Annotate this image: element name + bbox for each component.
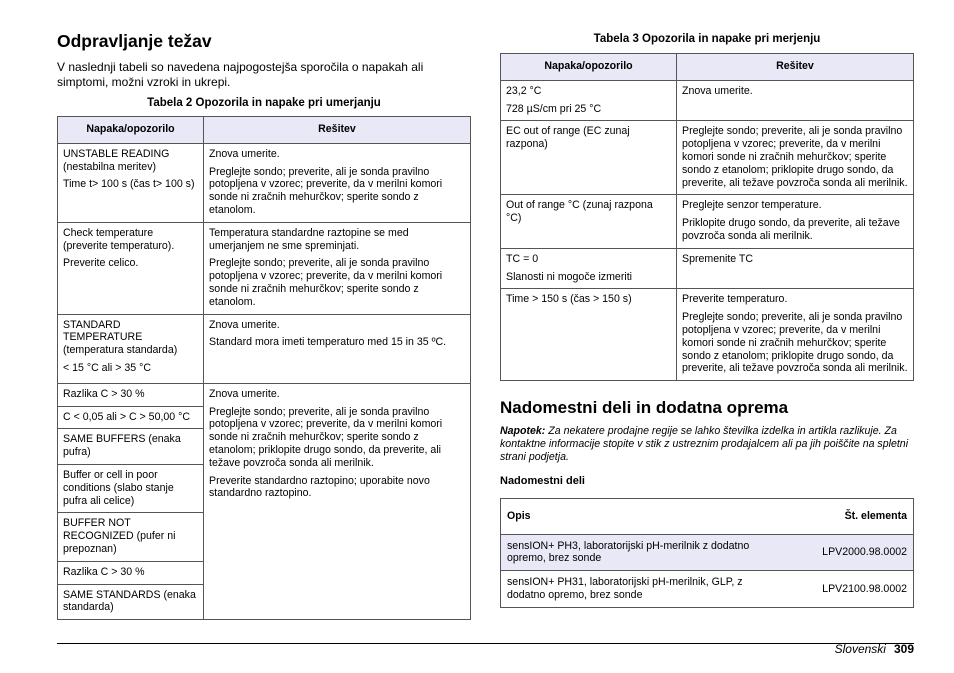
page-number: 309 <box>893 642 914 656</box>
measurement-errors-table <box>500 53 914 381</box>
solution-cell <box>677 289 914 381</box>
solution-cell <box>204 383 471 619</box>
error-cell <box>501 248 677 289</box>
col-header-error: Napaka/opozorilo <box>501 54 677 81</box>
table-header-row <box>58 117 471 144</box>
footer-divider <box>57 643 914 644</box>
table2-caption: Tabela 2 Opozorila in napake pri umerjanju <box>147 97 381 109</box>
error-cell: C < 0,05 ali > C > 50,00 °C <box>58 406 204 429</box>
error-text: STANDARD TEMPERATURE (temperatura standarda) <box>63 318 178 357</box>
error-cell <box>501 121 677 195</box>
solution-text: Znova umerite. <box>209 387 280 400</box>
table-row <box>58 314 471 383</box>
solution-text: Spremenite TC <box>682 252 754 265</box>
error-text: Time > 150 s (čas > 150 s) <box>506 293 632 306</box>
solution-text: Preglejte senzor temperature. <box>682 199 822 212</box>
solution-text: Preglejte sondo; preverite, ali je sonda pravilno potopljena v vzorec; preverite, da v merilni komori sonde ni zračnih mehurčkov; sperite sondo z etanolom; priklopite drugo sondo, da preverite, ali težave povzroča sonda ali merilnik. <box>682 125 908 189</box>
error-text: UNSTABLE READING (nestabilna meritev) <box>63 147 170 173</box>
error-cell <box>58 314 204 383</box>
error-cell: SAME BUFFERS (enaka pufra) <box>58 429 204 465</box>
table-row <box>58 222 471 314</box>
intro-paragraph: V naslednji tabeli so navedena najpogostejša sporočila o napakah ali simptomi, možni vzroki in ukrepi. <box>57 60 424 89</box>
table-row <box>58 383 471 406</box>
solution-cell <box>677 195 914 248</box>
error-cell <box>58 222 204 314</box>
table-row <box>501 121 914 195</box>
table-header-row <box>501 54 914 81</box>
col-header-solution: Rešitev <box>677 54 914 81</box>
solution-text: Standard mora imeti temperaturo med 15 in 35 ºC. <box>209 336 447 349</box>
col-header-error: Napaka/opozorilo <box>58 117 204 144</box>
table-row <box>501 248 914 289</box>
error-cell <box>501 80 677 121</box>
table-header-row <box>501 498 913 534</box>
error-cell <box>501 289 677 381</box>
solution-text: Preglejte sondo; preverite, ali je sonda pravilno potopljena v vzorec; preverite, da v merilni komori sonde ni zračnih mehurčkov; sperite sondo z etanolom; priklopite drugo sondo, da preverite, ali težave povzroča sonda ali merilnik. <box>682 311 908 375</box>
calibration-errors-table <box>57 116 471 620</box>
solution-cell <box>677 121 914 195</box>
footer-language: Slovenski <box>834 642 886 656</box>
solution-cell <box>204 222 471 314</box>
left-column <box>57 30 471 620</box>
troubleshooting-heading: Odpravljanje težav <box>57 31 212 51</box>
error-cell <box>58 143 204 222</box>
part-description: sensION+ PH31, laboratorijski pH-merilnik, GLP, z dodatno opremo, brez sonde <box>507 576 743 601</box>
solution-text: Preglejte sondo; preverite, ali je sonda pravilno potopljena v vzorec; preverite, da v merilni komori sonde ni zračnih mehurčkov; sperite sondo z etanolom. <box>209 257 443 308</box>
note-text: Za nekatere prodajne regije se lahko številka izdelka in artikla razlikuje. Za kontaktne informacije stopite v stik z ustreznim prodajalcem ali pa jih poiščite na spletni strani podjetja. <box>500 425 909 463</box>
col-header-solution: Rešitev <box>204 117 471 144</box>
error-cell: Razlika C > 30 % <box>58 383 204 406</box>
part-description: sensION+ PH3, laboratorijski pH-merilnik z dodatno opremo, brez sonde <box>507 539 750 565</box>
solution-text: Znova umerite. <box>682 84 753 97</box>
solution-cell <box>677 248 914 289</box>
error-text: < 15 °C ali > 35 °C <box>63 361 151 374</box>
col-header-item-number: Št. elementa <box>844 510 907 523</box>
error-cell: Razlika C > 30 % <box>58 561 204 584</box>
error-text: Check temperature (preverite temperaturo). <box>63 226 175 252</box>
table3-caption: Tabela 3 Opozorila in napake pri merjenju <box>593 33 821 45</box>
solution-text: Priklopite drugo sondo, da preverite, ali težave povzroča sonda ali merilnik. <box>682 217 900 242</box>
solution-text: Temperatura standardne raztopine se med umerjanjem ne sme spreminjati. <box>209 226 409 252</box>
error-cell: SAME STANDARDS (enaka standarda) <box>58 584 204 620</box>
error-text: EC out of range (EC zunaj razpona) <box>506 125 630 151</box>
error-text: TC = 0 <box>506 252 539 265</box>
table-row <box>501 289 914 381</box>
error-text: Out of range °C (zunaj razpona °C) <box>506 199 653 225</box>
parts-subheading: Nadomestni deli <box>500 474 585 487</box>
table-row <box>501 570 913 607</box>
solution-text: Preglejte sondo; preverite, ali je sonda pravilno potopljena v vzorec; preverite, da v merilni komori sonde ni zračnih mehurčkov; sperite sondo z etanolom. <box>209 165 443 216</box>
table-row <box>501 80 914 121</box>
solution-cell <box>677 80 914 121</box>
right-column <box>500 30 914 608</box>
error-text: Time t> 100 s (čas t> 100 s) <box>63 178 195 191</box>
col-header-description: Opis <box>507 510 531 523</box>
solution-text: Preglejte sondo; preverite, ali je sonda pravilno potopljena v vzorec; preverite, da v merilni komori sonde ni zračnih mehurčkov; sperite sondo z etanolom; priklopite drugo sondo, da preverite, ali težave povzroča sonda ali merilnik. <box>209 405 443 469</box>
solution-cell <box>204 143 471 222</box>
table-row <box>58 143 471 222</box>
page-footer <box>835 642 914 657</box>
error-cell <box>501 195 677 248</box>
solution-text: Znova umerite. <box>209 318 280 331</box>
solution-cell <box>204 314 471 383</box>
table-row <box>501 534 913 571</box>
spare-parts-heading: Nadomestni deli in dodatna oprema <box>500 398 789 418</box>
spare-parts-table <box>500 498 914 608</box>
part-item-number: LPV2000.98.0002 <box>822 545 907 558</box>
error-text: 728 µS/cm pri 25 °C <box>506 102 602 115</box>
error-cell: BUFFER NOT RECOGNIZED (pufer ni prepoznan) <box>58 513 204 561</box>
error-text: Preverite celico. <box>63 257 139 270</box>
solution-text: Preverite temperaturo. <box>682 293 788 306</box>
error-text: 23,2 °C <box>506 84 542 97</box>
solution-text: Preverite standardno raztopino; uporabite novo standardno raztopino. <box>209 474 430 500</box>
error-cell: Buffer or cell in poor conditions (slabo stanje pufra ali celice) <box>58 464 204 512</box>
table-row <box>501 195 914 248</box>
part-item-number: LPV2100.98.0002 <box>822 582 907 595</box>
solution-text: Znova umerite. <box>209 147 280 160</box>
note-paragraph <box>500 425 914 463</box>
note-label: Napotek: <box>500 425 546 438</box>
error-text: Slanosti ni mogoče izmeriti <box>506 270 632 283</box>
